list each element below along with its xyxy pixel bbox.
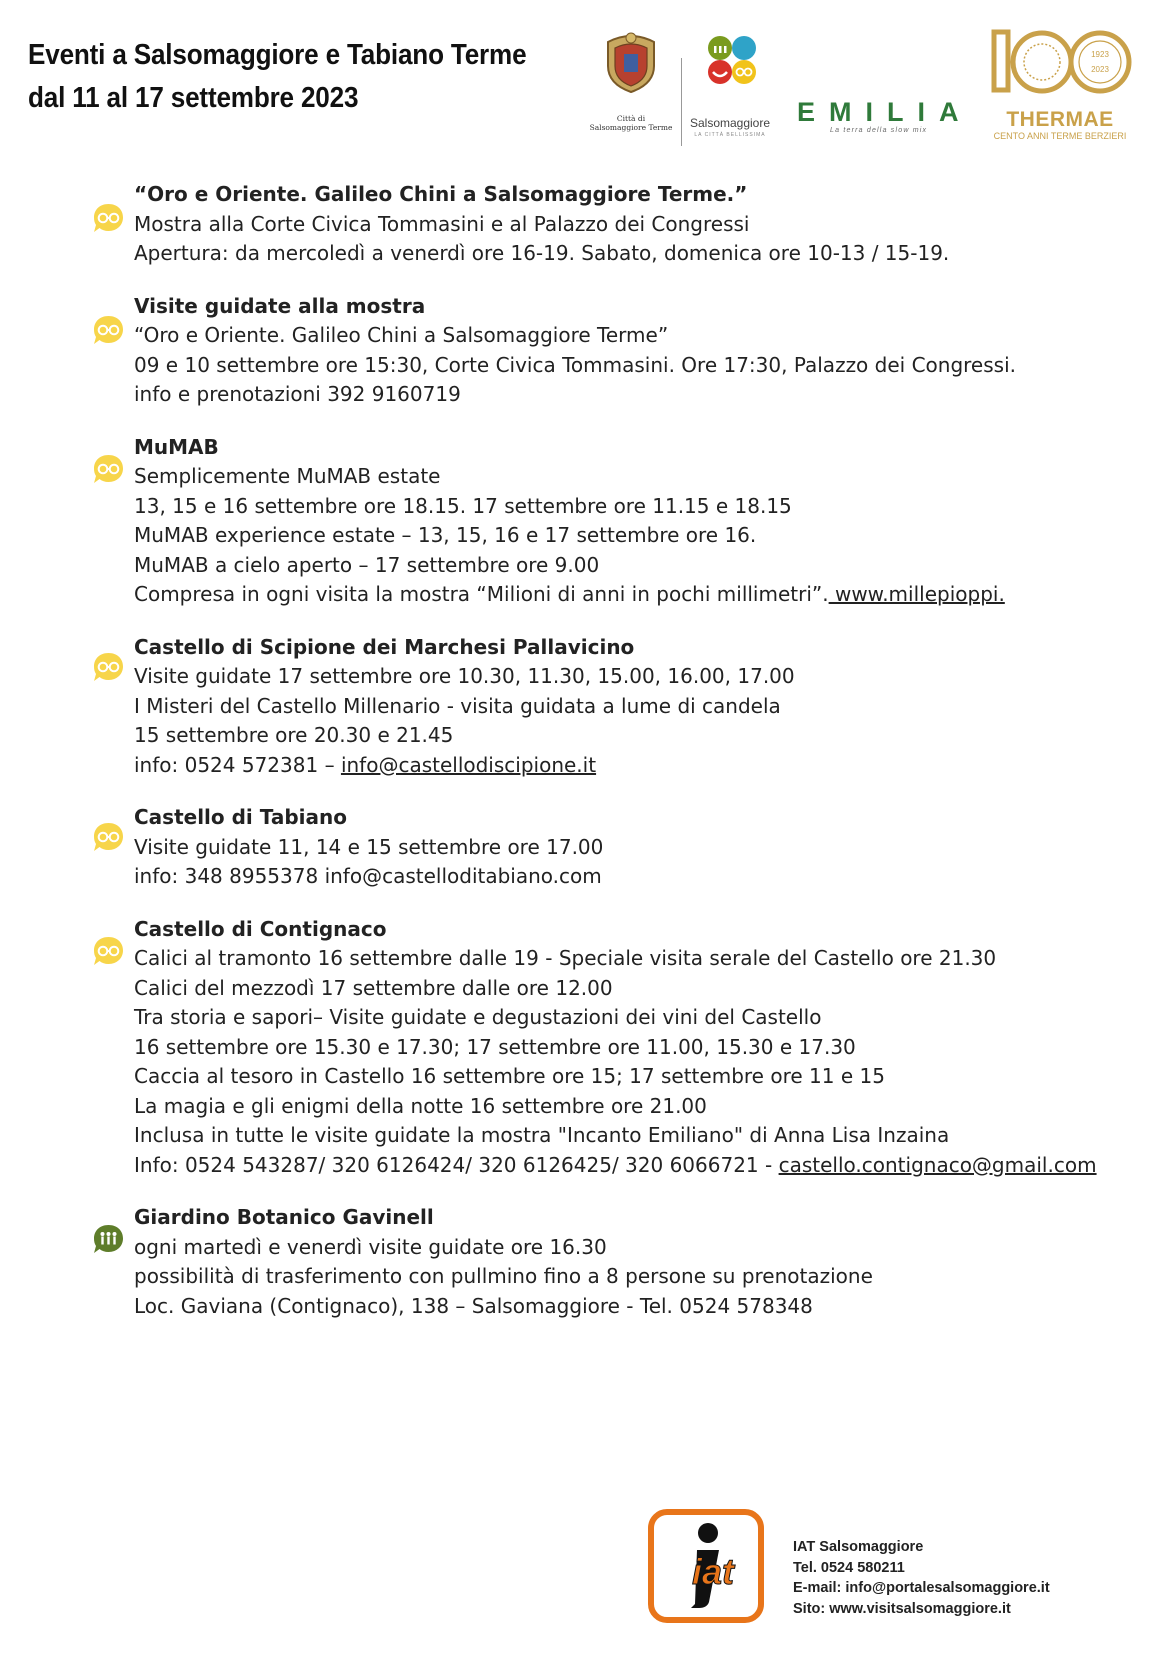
event-line: Tra storia e sapori– Visite guidate e degustazioni dei vini del Castello [134, 1005, 822, 1029]
glasses-icon [92, 651, 125, 684]
glasses-icon [92, 935, 125, 968]
event-title: MuMAB [134, 434, 219, 459]
contignaco-email-link[interactable]: castello.contignaco@gmail.com [778, 1152, 1097, 1177]
event-visite-guidate [134, 292, 1134, 410]
iat-logo-text: iat [691, 1551, 735, 1592]
event-line: Info: 0524 543287/ 320 6126424/ 320 6126425/ 320 6066721 - castello.contignaco@gmail.com [134, 1152, 1097, 1177]
event-castello-scipione [134, 633, 1134, 781]
event-line: “Oro e Oriente. Galileo Chini a Salsomaggiore Terme” [134, 323, 669, 347]
event-giardino-botanico [134, 1203, 1134, 1321]
event-line: 15 settembre ore 20.30 e 21.45 [134, 723, 454, 747]
thermae-name: THERMAE [1006, 108, 1114, 131]
event-line: Caccia al tesoro in Castello 16 settembre ore 15; 17 settembre ore 11 e 15 [134, 1064, 885, 1088]
glasses-icon [92, 314, 125, 347]
salsomaggiore-name: Salsomaggiore [689, 116, 771, 130]
event-title: Castello di Tabiano [134, 805, 347, 829]
millepioppi-link[interactable]: www.millepioppi. [828, 582, 1005, 606]
event-line: Inclusa in tutte le visite guidate la mostra "Incanto Emiliano" di Anna Lisa Inzaina [134, 1123, 950, 1147]
thermae-100-logo [990, 26, 1132, 106]
event-title: Visite guidate alla mostra [134, 293, 426, 318]
thermae-year-bottom: 2023 [1091, 65, 1109, 74]
iat-name: IAT Salsomaggiore [793, 1539, 924, 1555]
event-title: Castello di Scipione dei Marchesi Pallavicino [134, 634, 635, 659]
event-line: 16 settembre ore 15.30 e 17.30; 17 settembre ore 11.00, 15.30 e 17.30 [134, 1034, 856, 1059]
title-line-1: Eventi a Salsomaggiore e Tabiano Terme [28, 39, 527, 71]
event-line: Semplicemente MuMAB estate [134, 464, 441, 488]
iat-site[interactable]: Sito: www.visitsalsomaggiore.it [793, 1600, 1011, 1617]
event-mumab [134, 433, 1134, 610]
iat-logo [647, 1508, 765, 1624]
event-line: ogni martedì e venerdì visite guidate ore 16.30 [134, 1234, 607, 1259]
emilia-tagline: La terra della slow mix [830, 127, 928, 134]
iat-tel: Tel. 0524 580211 [793, 1559, 905, 1576]
event-line: Mostra alla Corte Civica Tommasini e al Palazzo dei Congressi [134, 211, 750, 236]
event-line: 13, 15 e 16 settembre ore 18.15. 17 settembre ore 11.15 e 18.15 [134, 493, 792, 518]
event-line: MuMAB a cielo aperto – 17 settembre ore 9.00 [134, 552, 600, 577]
city-crest-logo [604, 32, 658, 94]
castellodiscipione-email-link[interactable]: info@castellodiscipione.it [340, 752, 597, 777]
event-title: Giardino Botanico Gavinell [134, 1205, 434, 1229]
thermae-year-top: 1923 [1091, 50, 1109, 59]
glasses-icon [92, 453, 125, 486]
salsomaggiore-tagline: LA CITTÀ BELLISSIMA [694, 132, 766, 138]
event-line: Calici del mezzodì 17 settembre dalle ore 12.00 [134, 975, 613, 1000]
event-line: Calici al tramonto 16 settembre dalle 19 - Speciale visita serale del Castello ore 21.30 [134, 946, 997, 970]
event-line: I Misteri del Castello Millenario - visita guidata a lume di candela [134, 693, 781, 718]
emilia-logo: EMILIA [797, 97, 973, 127]
salsomaggiore-logo [704, 34, 762, 90]
event-title: “Oro e Oriente. Galileo Chini a Salsomaggiore Terme.” [134, 182, 748, 206]
event-line: info: 348 8955378 info@castelloditabiano.com [134, 864, 602, 888]
event-line: 09 e 10 settembre ore 15:30, Corte Civica Tommasini. Ore 17:30, Palazzo dei Congressi. [134, 352, 1016, 377]
event-line: possibilità di trasferimento con pullmino fino a 8 persone su prenotazione [134, 1264, 873, 1288]
trees-icon [92, 1223, 125, 1256]
event-line: Visite guidate 17 settembre ore 10.30, 11.30, 15.00, 16.00, 17.00 [134, 664, 795, 688]
event-line: info: 0524 572381 – info@castellodiscipione.it [134, 752, 597, 777]
thermae-tagline: CENTO ANNI TERME BERZIERI [993, 131, 1127, 141]
event-castello-tabiano [134, 803, 1134, 892]
title-line-2: dal 11 al 17 settembre 2023 [28, 82, 359, 114]
event-line: Compresa in ogni visita la mostra “Milioni di anni in pochi millimetri”. www.millepioppi. [134, 582, 1005, 606]
event-title: Castello di Contignaco [134, 916, 387, 941]
header-logos [0, 24, 1170, 141]
iat-email[interactable]: E-mail: info@portalesalsomaggiore.it [793, 1580, 1050, 1596]
glasses-icon [92, 202, 125, 235]
event-line: MuMAB experience estate – 13, 15, 16 e 17 settembre ore 16. [134, 523, 757, 547]
iat-contact [793, 1537, 1050, 1619]
event-oro-e-oriente [134, 180, 1134, 269]
event-line: info e prenotazioni 392 9160719 [134, 382, 461, 406]
event-line: Visite guidate 11, 14 e 15 settembre ore 17.00 [134, 834, 604, 859]
glasses-icon [92, 821, 125, 854]
event-line: La magia e gli enigmi della notte 16 settembre ore 21.00 [134, 1093, 707, 1118]
event-line: Loc. Gaviana (Contignaco), 138 – Salsomaggiore - Tel. 0524 578348 [134, 1293, 813, 1318]
crest-caption: Città di Salsomaggiore Terme [589, 114, 673, 132]
event-castello-contignaco [134, 915, 1134, 1181]
event-line: Apertura: da mercoledì a venerdì ore 16-19. Sabato, domenica ore 10-13 / 15-19. [134, 241, 950, 265]
events-list [134, 180, 1134, 1344]
